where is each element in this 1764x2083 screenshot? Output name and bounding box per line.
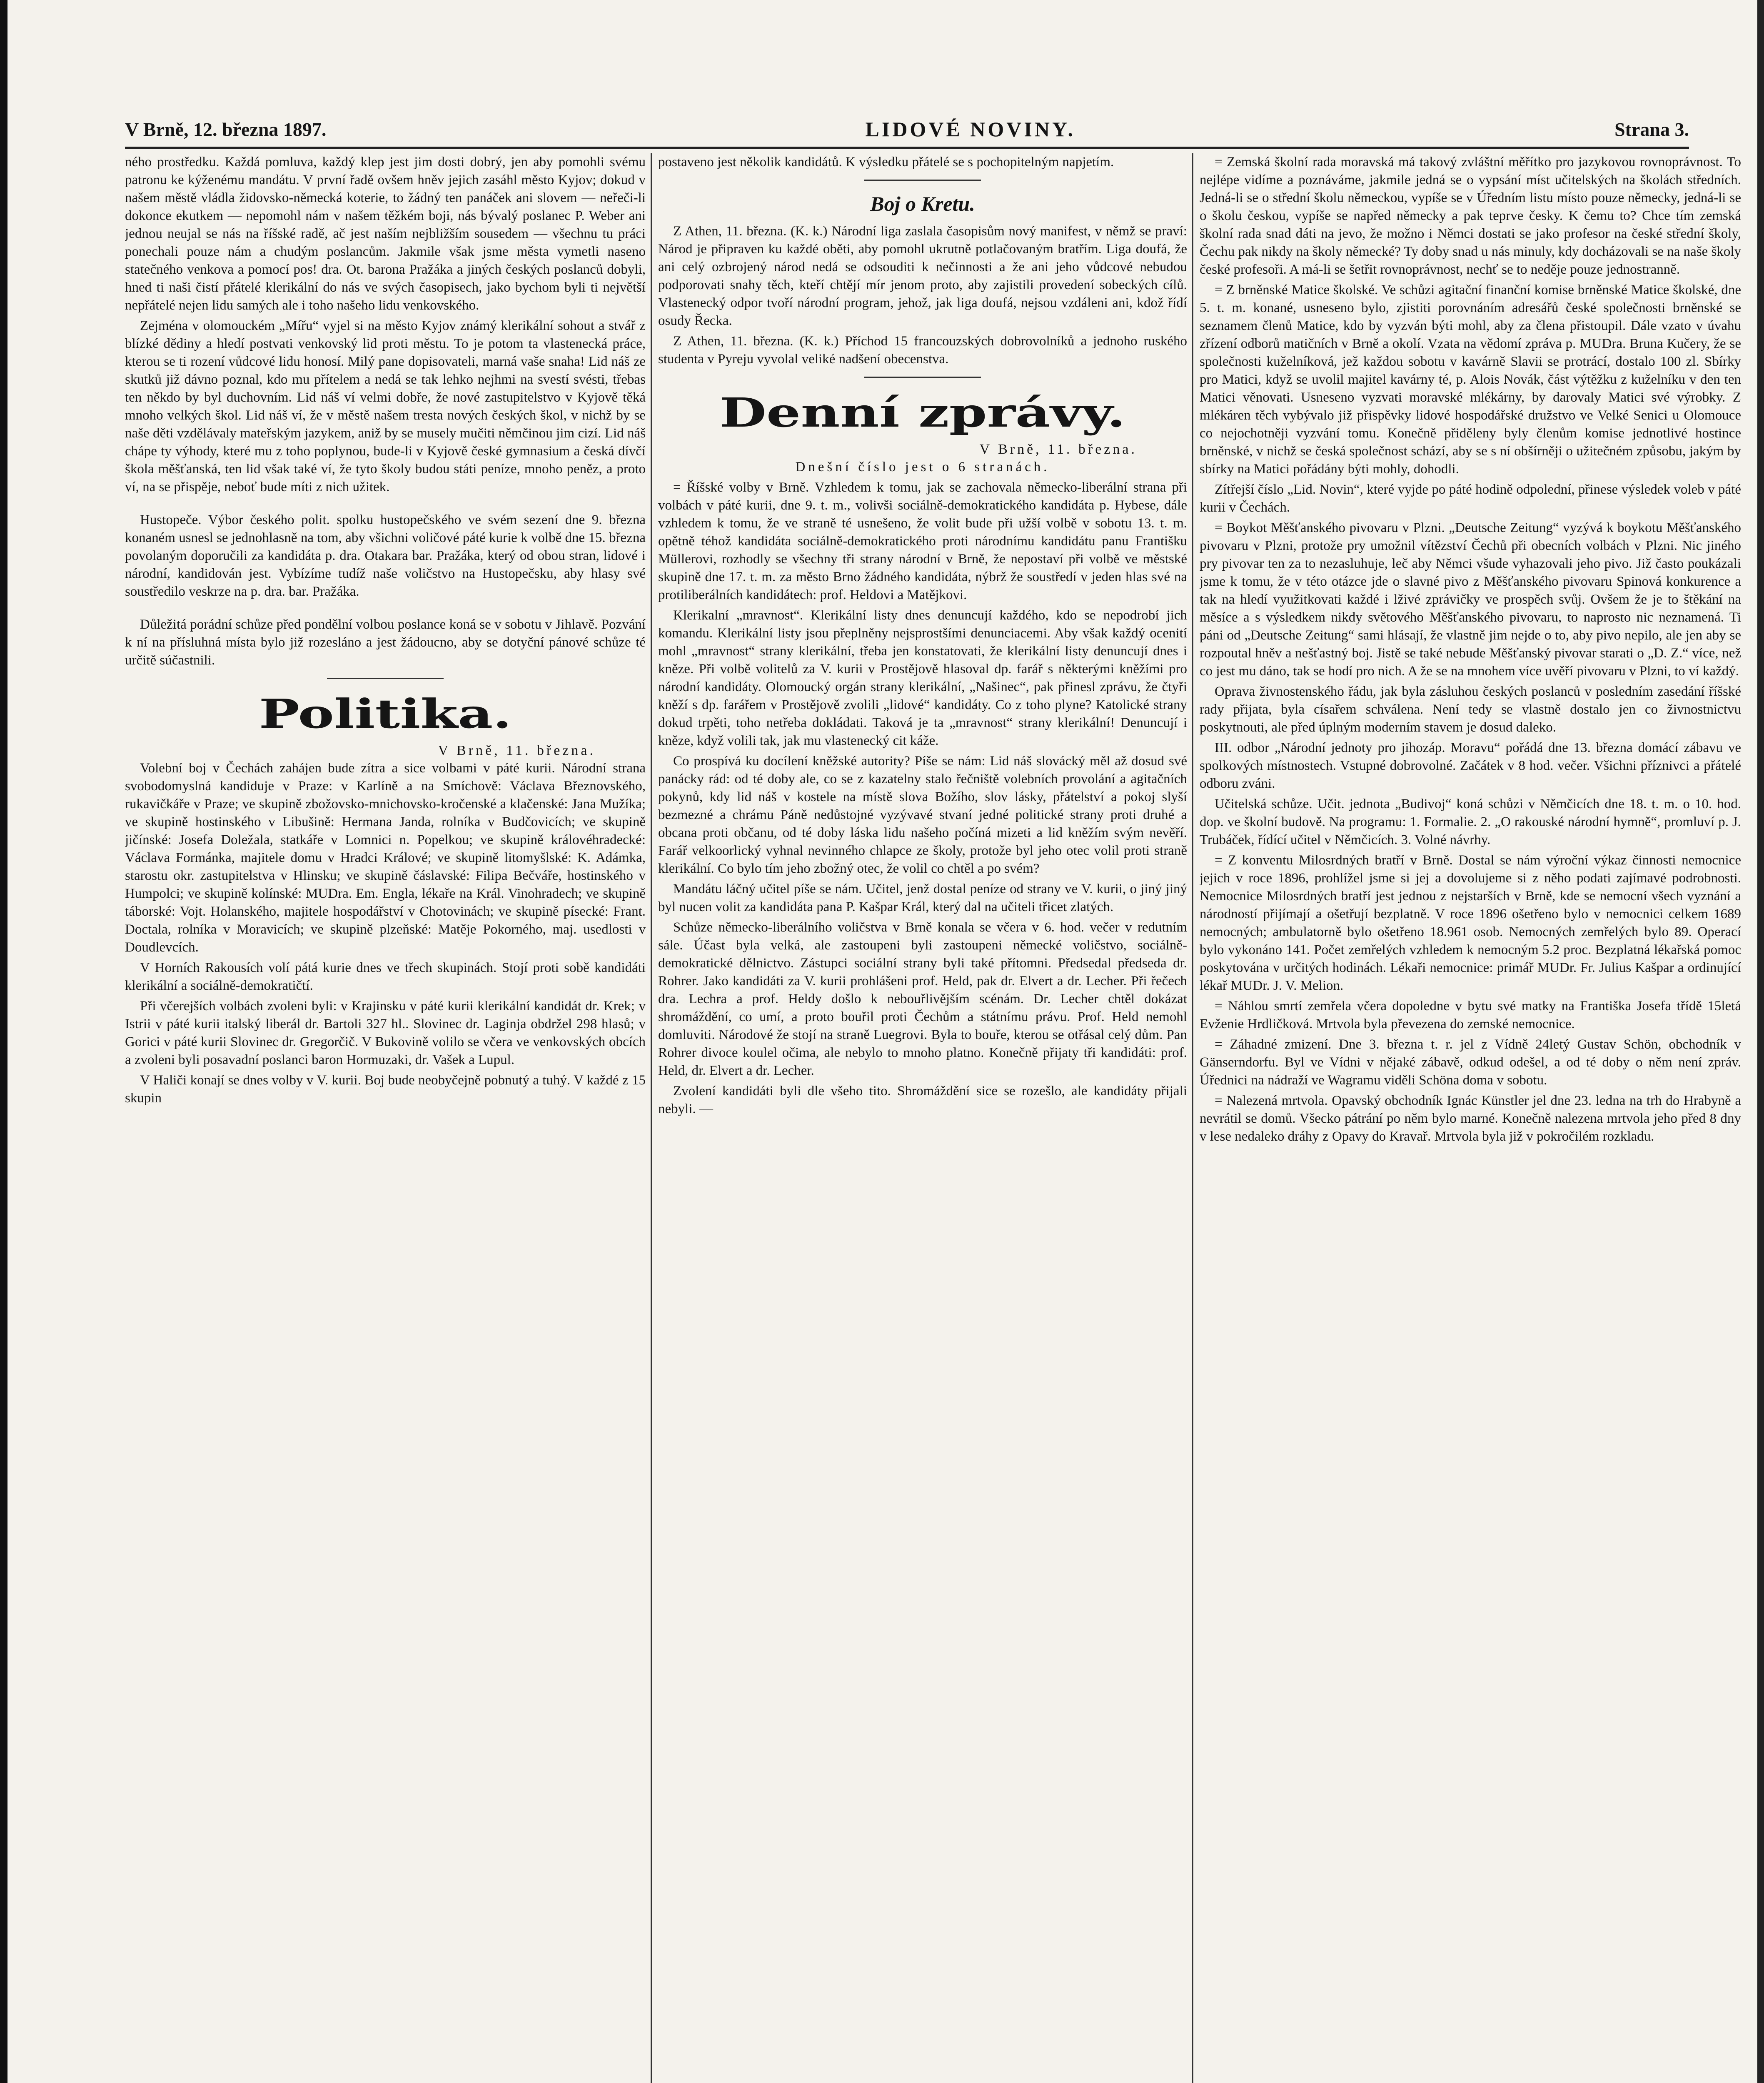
news-item-milosrdni-bratri: = Z konventu Milosrdných bratří v Brně. Dostal se nám výroční výkaz činnosti nemocnice jejich v roce 1896, prohlížel jsme si jej a dovolujeme si z něho podati zajímavé podrobnosti. Nemocnice Milosrdných bratří jest jednou z nejstarších v Brně, kde se nemocní všech vyznání a národností přijímají a ošetřují bezplatně. V roce 1896 ošetřeno bylo v nemocnici celkem 1689 nemocných; ambulatorně bylo ošetřeno 18.961 osob. Nemocných zemřelých bylo 89. Operací bylo vykonáno 141. Počet zemřelých vzhledem k nemocným 5.2 proc. Bezplatná lékařská pomoc poskytována v určitých hodinách. Lékaři nemocnice: primář MUDr. Fr. Julius Kašpar a ordinující lékař MUDr. J. V. Melion. bbox=[1200, 853, 1741, 993]
header-rule bbox=[125, 147, 1689, 149]
news-item-boykot-pivovaru: = Boykot Měšťanského pivovaru v Plzni. „Deutsche Zeitung“ vyzývá k boykotu Měšťanského pivovaru v Plzni, protože pry umožnil vítězství Čechů při obecních volbách v Plzni. Nic jiného pry pivovar ten za to nezasluhuje, leč aby Němci všude vyhazovali jeho pivo. Již často poukázali jsme k tomu, že v této otázce jde o slavné pivo z Měšťanského pivovaru Spinová konkurence a tak na hledí využitkovati každé i lživé zprávičky ve prospěch svůj. Ovšem že je to štěkání na měsíce a s výsledkem nikdy světového Měšťanského pivovaru, to naprosto nic neznamená. Ti páni od „Deutsche Zeitung“ sami hlásají, že vlastně jim nejde o to, aby pivo nepilo, ale jen aby se rozpoutal hněv a nešťastný boj. Jistě se také nebude Měšťanský pivovar starati o „D. Z.“ více, než co jest mu dáno, tak se hodí pro nich. A že se na mnohem více uvěří pivovaru v Plzni, to ví každý. bbox=[1200, 520, 1741, 679]
news-item-klerikalni-mravnost: Klerikalní „mravnost“. Klerikální listy dnes denuncují každého, kdo se nepodrobí jich komandu. Klerikální listy jsou přeplněny nejsprostšími denunciacemi. Aby však každý ocenití mohl „mravnost“ strany klerikální, třeba jen konstatovati, že klerikální listy denuncují dnes i kněze. Při volbě volitelů za V. kurii v Prostějově hlasoval dp. farář s některými kněžími pro národní kandidáty. Olomoucký orgán strany klerikální, „Našinec“, pak přinesl zprávu, že čtyři kněží s dp. farářem v Prostějově zvolili „lidové“ kandidáty. Co z toho plyne? Katolické strany dokud trpěti, toho netřeba dokládati. Taková je ta „mravnost“ strany klerikální! Denuncují i kněze, když volili tak, jak mu vlastenecký cit káže. bbox=[658, 608, 1187, 748]
news-item-horni-rakousy: V Horních Rakousích volí pátá kurie dnes ve třech skupinách. Stojí proti sobě kandidáti klerikální a sociálně-demokratičtí. bbox=[125, 960, 646, 993]
column-3 bbox=[1200, 153, 1741, 2083]
news-item-nalezena-mrtvola: = Nalezená mrtvola. Opavský obchodník Ignác Künstler jel dne 23. ledna na trh do Hrabyně a nevrátil se domů. Všecko pátrání po něm bylo marné. Konečně nalezena mrtvola jeho před 8 dny v lese nedaleko dráhy z Opavy do Kravař. Mrtvola byla již v pokročilém rozkladu. bbox=[1200, 1093, 1741, 1144]
masthead-title: LIDOVÉ NOVINY. bbox=[865, 117, 1075, 141]
news-item-zahadne-zmizeni: = Záhadné zmizení. Dne 3. března t. r. jel z Vídně 24letý Gustav Schön, obchodník v Gänserndorfu. Byl ve Vídni v nějaké zábavě, odkud odešel, a od té doby o něm není zpráv. Úřednici na nádraží ve Wagramu viděli Schöna doma v sobotu. bbox=[1200, 1037, 1741, 1088]
news-item-porada: Důležitá porádní schůze před pondělní volbou poslance koná se v sobotu v Jihlavě. Pozvání k ní na přísluhná místa bylo již rozesláno a jest žádoucno, aby se dotyční pánové schůze té určitě súčastnili. bbox=[125, 617, 646, 668]
news-item-mandatu-lacny-ucitel: Mandátu láčný učitel píše se nám. Učitel, jenž dostal peníze od strany ve V. kurii, o jiný jiný byl nucen volit za kandidáta pana P. Kašpar Král, který dal na učiteli třicet zlatých. bbox=[658, 882, 1187, 914]
section-rule bbox=[864, 180, 981, 181]
news-item-ucitelska-schuze: Učitelská schůze. Učit. jednota „Budivoj“ koná schůzi v Němčicích dne 18. t. m. o 10. hod. dop. ve školní budově. Na programu: 1. Formalie. 2. „O rakouské národní hymně“, promluví p. J. Trubáček, řídící učitel v Němčicích. 3. Volné návrhy. bbox=[1200, 797, 1741, 847]
news-item-risske-volby: = Říšské volby v Brně. Vzhledem k tomu, jak se zachovala německo-liberální strana při volbách v páté kurii, dne 9. t. m., volivši sociálně-demokratického kandidáta p. Hybese, dále vzhledem k tomu, že ve straně té usnešeno, že volit bude při užší volbě v sobotu 13. t. m. opětně téhož kandidáta sociálně-demokratického proti národnímu kandidátu panu Františku Müllerovi, rozhodly se všechny tři strany národní v Brně, že nepostaví při volbě ve městské skupině dne 17. t. m. za město Brno žádného kandidáta, nýbrž že soustředí v jeden hlas své na protiliberálních kandidátech: prof. Heldovi a Matějkovi. bbox=[658, 480, 1187, 602]
news-item-zemska-skolni-rada: = Zemská školní rada moravská má takový zvláštní měřítko pro jazykovou rovnoprávnost. To nejlépe vidíme a poznáváme, jakmile jedná se o vypsání míst učitelských na školách středních. Jedná-li se o střední školu německou, vypíše se v Úředním listu místo pouze německy, jedná-li se o školu českou, vypíše se napřed německy a pak teprve česky. K čemu to? Chce tím zemská školní rada snad dáti na jevo, že možno i Němci dostati se jako profesor na české střední školy, Čechu pak nikdy na školy německé? Ty doby snad u nás minuly, kdy docházovali se na naše školy české profesoři. A má-li se šetřit rovnoprávnost, nechť se to neděje pouze jednostranně. bbox=[1200, 155, 1741, 277]
news-item-volby-cechy: Volební boj v Čechách zahájen bude zítra a sice volbami v páté kurii. Národní strana svobodomyslná kandiduje v Praze: v Karlíně a na Smíchově: Václava Březnovského, rukavičkáře v Praze; ve skupině zbožovsko-mnichovsko-kročenské a klačenské: Jana Mužíka; ve skupině hostinského v Libušině: Hermana Janda, rolníka v Budčovicích; ve skupině jičínské: Josefa Doležala, statkáře v Lomnici n. Popelkou; ve skupině královéhradecké: Václava Formánka, majitele domu v Hradci Králové; ve skupině litomyšlské: K. Adámka, starostu okr. zastupitelstva v Hlinsku; ve skupině čáslavské: Filipa Bečváře, hostinského v Humpolci; ve skupině kolínské: MUDra. Em. Engla, lékaře na Král. Vinohradech; ve skupině táborské: Vojt. Holanského, majitele hospodářství v Chotovinách; ve skupině písecké: Frant. Doctala, rolníka v Moravicích; ve skupině plzeňské: Matěje Pokorného, maj. usedlosti v Doudlevcích. bbox=[125, 761, 646, 955]
news-item-schuze-nemecko-liberalni: Schůze německo-liberálního voličstva v Brně konala se včera v 6. hod. večer v redutním sále. Účast byla velká, ale zastoupeni byli zastoupeni německé voličstvo, sociálně-demokratické dělnictvo. Zástupci sociální strany byli také přítomni. Předsedal předseda dr. Rohrer. Jako kandidáti za V. kurii prohlášeni prof. Held, pak dr. Elvert a dr. Lecher. Při řečech dra. Lechra a prof. Heldy došlo k nebouřlivějším scénám. Dr. Lecher chtěl dokázat shromáždění, co umí, a proto bouřil proti Čechům a státnímu právu. Prof. Held nemohl domluviti. Národové že stojí na straně Luegrovi. Byla to bouře, kterou se otřásal celý dům. Pan Rohrer divoce koulel očima, ale nebylo to mnoho platno. Konečně přijaty tři kandidáti: prof. Held, dr. Elvert a dr. Lecher. bbox=[658, 920, 1187, 1078]
news-item-matice-skolska: = Z brněnské Matice školské. Ve schůzi agitační finanční komise brněnské Matice školské, dne 5. t. m. konané, usneseno bylo, zjistiti porovnáním adresářů české společnosti brněnské se seznamem členů Matice, kdo by vyzván býti mohl, aby za člena přistoupil. Dále vzato v úvahu zřízení odborů matičních v Brně a okolí. Vzata na vědomí zpráva p. MUDra. Bruna Kučery, že se společnosti kuželníková, jež každou sobotu v kavárně Slavii se protrácí, dostalo 100 zl. Sbírky pro Matici, když se uvolil majitel kavárny té, p. Alois Novák, část výtěžku z kuželníku v den ten Matici věnovati. Usneseno vyzvati moravské mlékárny, by darovaly Matici své výrobky. Z mlékáren těch vybývalo již přispěvky lidové hospodářské družstvo ve Velké Senici u Olomouce co nejochotněji vyzvání tomu. Konečně přiděleny byly členům komise jednotlivé hostince brněnské, v nichž se česká společnost schází, aby se s ní obšírněji o užitečném způsobu, jakým by sbírky na Matici pořádány býti mohly, dohodli. bbox=[1200, 282, 1741, 477]
dateline: V Brně, 11. března. bbox=[979, 442, 1137, 457]
scan-edge-left bbox=[0, 0, 7, 2083]
news-item-nahla-smrt: = Náhlou smrtí zemřela včera dopoledne v bytu své matky na Františka Josefa třídě 15letá Evženie Hrdličková. Mrtvola byla převezena do zemské nemocnice. bbox=[1200, 999, 1741, 1032]
section-rule bbox=[864, 377, 981, 378]
news-item-knezska-autorita: Co prospívá ku docílení kněžské autority? Píše se nám: Lid náš slovácký měl až dosud své panácky rád: od té doby ale, co se z kazatelny stalo řečniště volebních provolání a agitačních pokynů, kdy lid náš v kostele na místě slova Božího, slov lásky, přátelství a pokoj slyší bezmezné a chrámu Páně nedůstojné vyzývavé stvaní jedné politické strany proti druhé a obcana proti občanu, od té doby láska lidu našeho počíná mizeti a lid kněžím svým nevěří. Farář velkoorlický vyhnal nevinného chlapce ze školy, protože byl jeho otec volil proti straně klerikální. Co bylo tím jeho zbožný otec, že volil co chtěl a po svém? bbox=[658, 754, 1187, 876]
header-date: V Brně, 12. března 1897. bbox=[125, 118, 327, 140]
section-rule bbox=[327, 678, 444, 679]
article-paragraph: Zvolení kandidáti byli dle všeho tito. Shromáždění sice se rozešlo, ale kandidáty přijali nebyli. — bbox=[658, 1084, 1187, 1116]
column-divider bbox=[651, 153, 652, 2083]
news-item-halic: V Haliči konají se dnes volby v V. kurii. Boj bude neobyčejně pobnutý a tuhý. V každé z 15 skupin bbox=[125, 1073, 646, 1106]
section-title-kreta: Boj o Kretu. bbox=[870, 192, 975, 215]
dateline: V Brně, 11. března. bbox=[438, 743, 596, 758]
page-header bbox=[125, 112, 1689, 146]
page-number: Strana 3. bbox=[1614, 118, 1689, 140]
news-item-hustopece: Hustopeče. Výbor českého polit. spolku hustopečského ve svém sezení dne 9. března konaném usnesl se jednohlasně na tom, aby všichni voličové páté kurie k volbě dne 15. března povolaným doporučili za kandidáta p. dra. Otakara bar. Pražáka, který od obou stran, lidové i národní, kandidován jest. Vybízíme tudíž naše voličstvo na Hustopečsku, aby hlasy své soustředilo veskrze na p. dra. bar. Pražáka. bbox=[125, 512, 646, 599]
article-paragraph: postaveno jest několik kandidátů. K výsledku přátelé se s pochopitelným napjetím. bbox=[658, 155, 1114, 170]
news-item-vcerejsi-volby: Při včerejších volbách zvoleni byli: v Krajinsku v páté kurii klerikální kandidát dr. Krek; v Istrii v páté kurii italský liberál dr. Bartoli 327 hl.. Slovinec dr. Laginja obdržel 298 hlasů; v Gorici v páté kurii Slovinec dr. Gregorčič. V Bukovině volilo se včera ve venkovských obcích a zvoleni byli posavadní poslanci baron Hormuzaki, dr. Vašek a Lupul. bbox=[125, 999, 646, 1067]
column-1 bbox=[125, 153, 646, 2083]
scan-edge-right bbox=[1757, 0, 1764, 2083]
news-item-narodni-jednota: III. odbor „Národní jednoty pro jihozáp. Moravu“ pořádá dne 13. března domácí zábavu ve spolkových místnostech. Vstupné dobrovolné. Začátek v 8 hod. večer. Všichni příznivci a přátelé odboru zváni. bbox=[1200, 740, 1741, 791]
article-paragraph: ného prostředku. Každá pomluva, každý klep jest jim dosti dobrý, jen aby pomohli svému patronu ke kýženému mandátu. V první řadě ovšem hněv jejich zasáhl město Kyjov; dokud v našem městě vládla židovsko-německá koterie, to žádný ten panáček ani slovem — neřeči-li dokonce ekutkem — nepomohl nám v našem těžkém boji, nás bývalý poslanec P. Weber ani jednou neujal se nás na říšské radě, ač jest naším nejbližším sousedem — všechnu tu práci ponechali pouze nám a chudým poslancům. Jakmile však jsme města vymetli naseno statečného venkova a pomocí pos! dra. Ot. barona Pražáka a jiných českých poslanců dobyli, hned ti naši čistí přátelé klerikální do nás ve svých časopisech, jako bychom byli ti největší nepřátelé nejen lidu samých ale i toho našeho lidu venkovského. bbox=[125, 155, 646, 313]
article-paragraph: Zejména v olomouckém „Mířu“ vyjel si na město Kyjov známý klerikální sohout a stvář z blízké dědiny a hledí postvati venkovský lid proti městu. To je potom ta vlastenecká práce, kterou se ti rození vůdcové lidu honosí. Milý pane dopisovateli, marná vaše snaha! Lid náš ze skutků již dávno poznal, kdo mu přítelem a nedá se tak lehko nejhmi na svestí svésti, třebas ten někdo by byl duchovním. Lid náš ví velmi dobře, že nové zastupitelstvo v Kyjově těká mnoho velkých škol. Lid náš ví, že v městě našem tresta nových českých škol, v nichž by se naše děti vzdělávaly mateřským jazykem, aniž by se musely mučiti němčinou jim cizí. Lid náš chápe ty výhody, které mu z toho poplynou, bude-li v Kyjově české gymnasium a česká dívčí škola měšťanská, ten lid však také ví, že tyto školy budou státi peníze, mnoho peněz, a proto ví, na se přispěje, neboť bude míti z nich užitek. bbox=[125, 318, 646, 495]
news-item-athen-2: Z Athen, 11. března. (K. k.) Příchod 15 francouzských dobrovolníků a jednoho ruského studenta v Pyreju vyvolal veliké nadšení obecenstva. bbox=[658, 334, 1187, 367]
spacer bbox=[125, 603, 646, 616]
news-item-athen-1: Z Athen, 11. března. (K. k.) Národní liga zaslala časopisům nový manifest, v němž se praví: Národ je připraven ku každé oběti, aby pomohl ukrutně potlačovaným bratřím. Liga doufá, že ani celý ozbrojený národ nedá se odsouditi k nečinnosti a že ani jeho vůdcové nebudou podporovati snahy těch, kteří chtějí mír jenom proto, aby zajistili provedení sobeckých cílů. Vlastenecký odpor tvoří národní program, jehož, jak liga doufá, nejsou vzdáleni ani, kdož řídí osudy Řecka. bbox=[658, 224, 1187, 328]
column-2 bbox=[658, 153, 1187, 2083]
pages-note: Dnešní číslo jest o 6 stranách. bbox=[795, 460, 1050, 475]
spacer bbox=[125, 499, 646, 511]
news-item-oprava-zivnostenskeho-radu: Oprava živnostenského řádu, jak byla zásluhou českých poslanců v posledním zasedání říšské rady přijata, byla císařem schválena. Není tedy se vlastně dostalo jen co živnostnictvu poskytnouti, ale před úplným moderním stavem je dosud daleko. bbox=[1200, 684, 1741, 735]
news-item-zitrejsi-cislo: Zítřejší číslo „Lid. Novin“, které vyjde po páté hodině odpolední, přinese výsledek voleb v páté kurii v Čechách. bbox=[1200, 482, 1741, 515]
section-title-denni-zpravy: Denní zprávy. bbox=[719, 389, 1126, 436]
section-title-politika: Politika. bbox=[259, 690, 512, 737]
column-divider bbox=[1192, 153, 1193, 2083]
